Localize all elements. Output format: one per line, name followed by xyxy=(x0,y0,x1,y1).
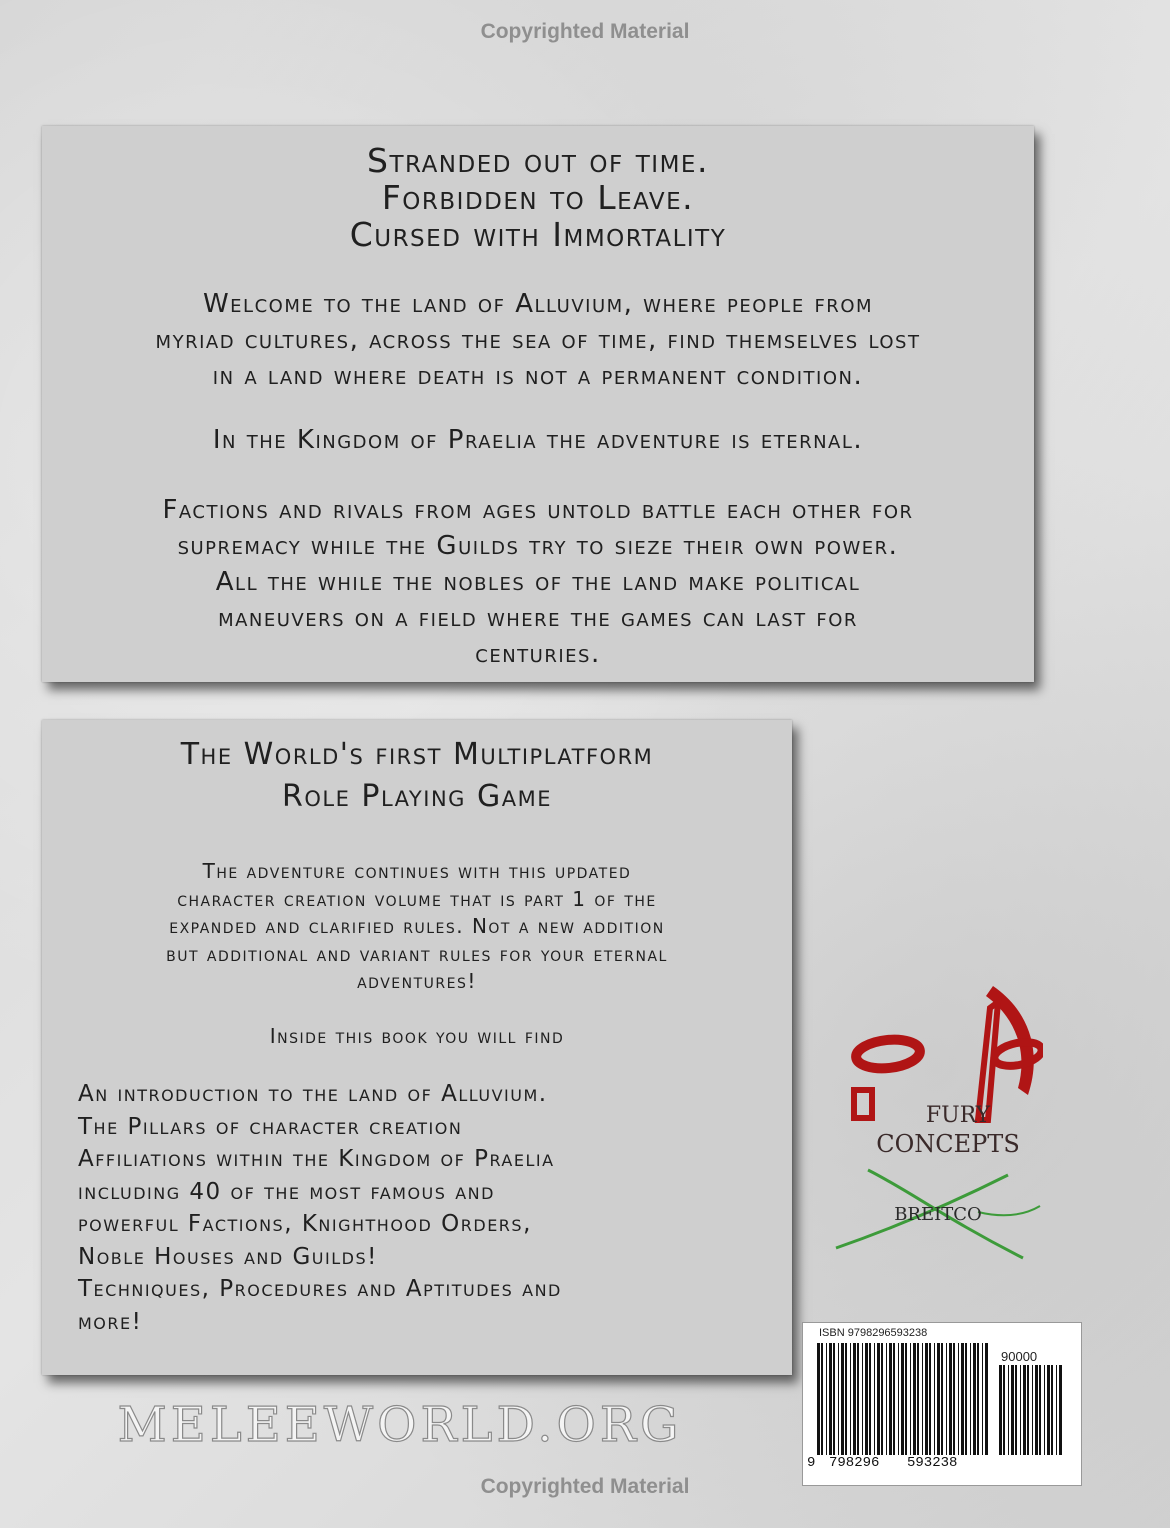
barcode-bar xyxy=(862,1343,863,1455)
barcode-bar xyxy=(999,1365,1002,1455)
paragraph-line: Factions and rivals from ages untold battle each other for xyxy=(162,495,914,525)
barcode-bar xyxy=(910,1343,911,1455)
synopsis-panel xyxy=(42,126,1034,682)
barcode-bar xyxy=(817,1343,820,1455)
list-item: including 40 of the most famous and xyxy=(78,1178,495,1205)
paragraph-line: maneuvers on a field where the games can last for xyxy=(218,603,858,633)
barcode-bar xyxy=(905,1343,907,1455)
meleeworld-logo-text: MELEEWORLD.ORG xyxy=(117,1397,683,1453)
barcode-bar xyxy=(934,1343,935,1455)
barcode-bar xyxy=(893,1343,895,1455)
barcode-bar xyxy=(1011,1365,1014,1455)
barcode-bar xyxy=(901,1343,904,1455)
isbn-label: ISBN 9798296593238 xyxy=(819,1327,928,1339)
barcode-addon-bars xyxy=(999,1365,1065,1455)
copyright-watermark-bottom: Copyrighted Material xyxy=(480,1475,690,1498)
barcode-bar xyxy=(985,1343,988,1455)
title-line: Role Playing Game xyxy=(282,779,552,814)
headline-line: Cursed with Immortality xyxy=(349,215,727,254)
barcode-main-bars xyxy=(817,1343,989,1455)
paragraph-line: but additional and variant rules for your eternal xyxy=(166,941,668,966)
panel-title xyxy=(42,734,792,818)
barcode-bar xyxy=(958,1343,959,1455)
logo-breitco-text: BREITCO xyxy=(894,1204,982,1225)
barcode-bar xyxy=(1023,1365,1026,1455)
barcode-bar xyxy=(1035,1365,1038,1455)
welcome-paragraph xyxy=(42,286,1034,394)
barcode-bar xyxy=(1047,1365,1050,1455)
fury-concepts-logo xyxy=(828,980,1043,1270)
barcode-bar xyxy=(1039,1365,1041,1455)
barcode-bar xyxy=(1020,1365,1021,1455)
barcode-bar xyxy=(1044,1365,1045,1455)
barcode-bar xyxy=(889,1343,892,1455)
barcode-bar xyxy=(857,1343,859,1455)
barcode-bar xyxy=(838,1343,839,1455)
barcode-bar xyxy=(929,1343,931,1455)
logo-right-eye-shape xyxy=(992,1038,1043,1069)
contents-list xyxy=(78,1078,562,1338)
intro-paragraph xyxy=(42,858,792,996)
list-item: Techniques, Procedures and Aptitudes and xyxy=(78,1276,562,1302)
barcode-bar xyxy=(982,1343,983,1455)
barcode-bar xyxy=(953,1343,955,1455)
barcode-bar xyxy=(1059,1365,1062,1455)
barcode-bar xyxy=(1003,1365,1005,1455)
barcode-bar xyxy=(869,1343,871,1455)
isbn-barcode xyxy=(802,1322,1082,1486)
barcode-bar xyxy=(853,1343,856,1455)
barcode-bar xyxy=(877,1343,880,1455)
logo-concepts-text: CONCEPTS xyxy=(876,1130,1020,1158)
list-item: more! xyxy=(78,1308,143,1335)
barcode-bar xyxy=(937,1343,940,1455)
barcode-bar xyxy=(961,1343,964,1455)
list-item: An introduction to the land of Alluvium. xyxy=(78,1081,548,1107)
barcode-bar xyxy=(925,1343,928,1455)
logo-swoosh-3 xyxy=(978,1206,1040,1215)
barcode-bar xyxy=(1027,1365,1029,1455)
barcode-bar xyxy=(841,1343,844,1455)
barcode-bar xyxy=(881,1343,883,1455)
paragraph-line: expanded and clarified rules. Not a new addition xyxy=(169,914,665,938)
barcode-bar xyxy=(833,1343,835,1455)
paragraph-line: in a land where death is not a permanent condition. xyxy=(212,361,864,391)
list-item: powerful Factions, Knighthood Orders, xyxy=(78,1211,532,1237)
barcode-bar xyxy=(941,1343,943,1455)
headline xyxy=(42,142,1034,253)
barcode-digits-left: 798296 xyxy=(829,1455,880,1471)
paragraph-line: centuries. xyxy=(475,639,601,669)
paragraph-line: In the Kingdom of Praelia the adventure is eternal. xyxy=(212,425,864,455)
barcode-bar xyxy=(850,1343,851,1455)
barcode-bar xyxy=(973,1343,976,1455)
barcode-bar xyxy=(946,1343,947,1455)
paragraph-line: Inside this book you will find xyxy=(269,1024,565,1048)
logo-left-eye-shape xyxy=(855,1037,922,1072)
factions-paragraph xyxy=(42,492,1034,672)
barcode-bar xyxy=(845,1343,847,1455)
paragraph-line: adventures! xyxy=(357,969,477,993)
barcode-bar xyxy=(1056,1365,1057,1455)
barcode-bar xyxy=(913,1343,916,1455)
paragraph-line: Welcome to the land of Alluvium, where people from xyxy=(202,289,874,319)
barcode-bar xyxy=(1015,1365,1017,1455)
list-item: The Pillars of character creation xyxy=(78,1113,463,1140)
barcode-bar xyxy=(898,1343,899,1455)
barcode-bar xyxy=(874,1343,875,1455)
paragraph-line: character creation volume that is part 1 of the xyxy=(177,886,657,911)
paragraph-line: supremacy while the Guilds try to sieze their own power. xyxy=(177,531,899,561)
barcode-digits-lead: 9 xyxy=(807,1455,816,1471)
headline-line: Forbidden to Leave. xyxy=(381,178,695,217)
kingdom-paragraph xyxy=(42,422,1034,458)
barcode-bar xyxy=(1032,1365,1033,1455)
barcode-bar xyxy=(977,1343,979,1455)
barcode-bar xyxy=(922,1343,923,1455)
barcode-bar xyxy=(970,1343,971,1455)
paragraph-line: All the while the nobles of the land make political xyxy=(215,567,861,597)
inside-heading xyxy=(42,1022,792,1050)
headline-line: Stranded out of time. xyxy=(367,141,709,180)
logo-fury-text: FURY xyxy=(925,1103,991,1128)
barcode-bar xyxy=(829,1343,832,1455)
barcode-bar xyxy=(865,1343,868,1455)
list-item: Noble Houses and Guilds! xyxy=(78,1243,378,1270)
title-line: The World's first Multiplatform xyxy=(180,737,654,772)
barcode-bar xyxy=(1051,1365,1053,1455)
price-code: 90000 xyxy=(1001,1349,1038,1364)
barcode-digits-right: 593238 xyxy=(907,1455,958,1471)
barcode-bar xyxy=(821,1343,823,1455)
copyright-watermark-top: Copyrighted Material xyxy=(480,20,690,43)
paragraph-line: myriad cultures, across the sea of time, find themselves lost xyxy=(155,325,921,355)
barcode-bar xyxy=(826,1343,827,1455)
barcode-bar xyxy=(949,1343,952,1455)
meleeworld-logo xyxy=(115,1395,685,1453)
logo-small-mark xyxy=(854,1090,872,1118)
paragraph-line: The adventure continues with this updated xyxy=(202,859,632,883)
list-item: Affiliations within the Kingdom of Praelia xyxy=(78,1146,555,1172)
barcode-bar xyxy=(917,1343,919,1455)
barcode-bar xyxy=(965,1343,967,1455)
book-contents-panel xyxy=(42,720,792,1375)
barcode-bar xyxy=(1008,1365,1009,1455)
barcode-bar xyxy=(886,1343,887,1455)
